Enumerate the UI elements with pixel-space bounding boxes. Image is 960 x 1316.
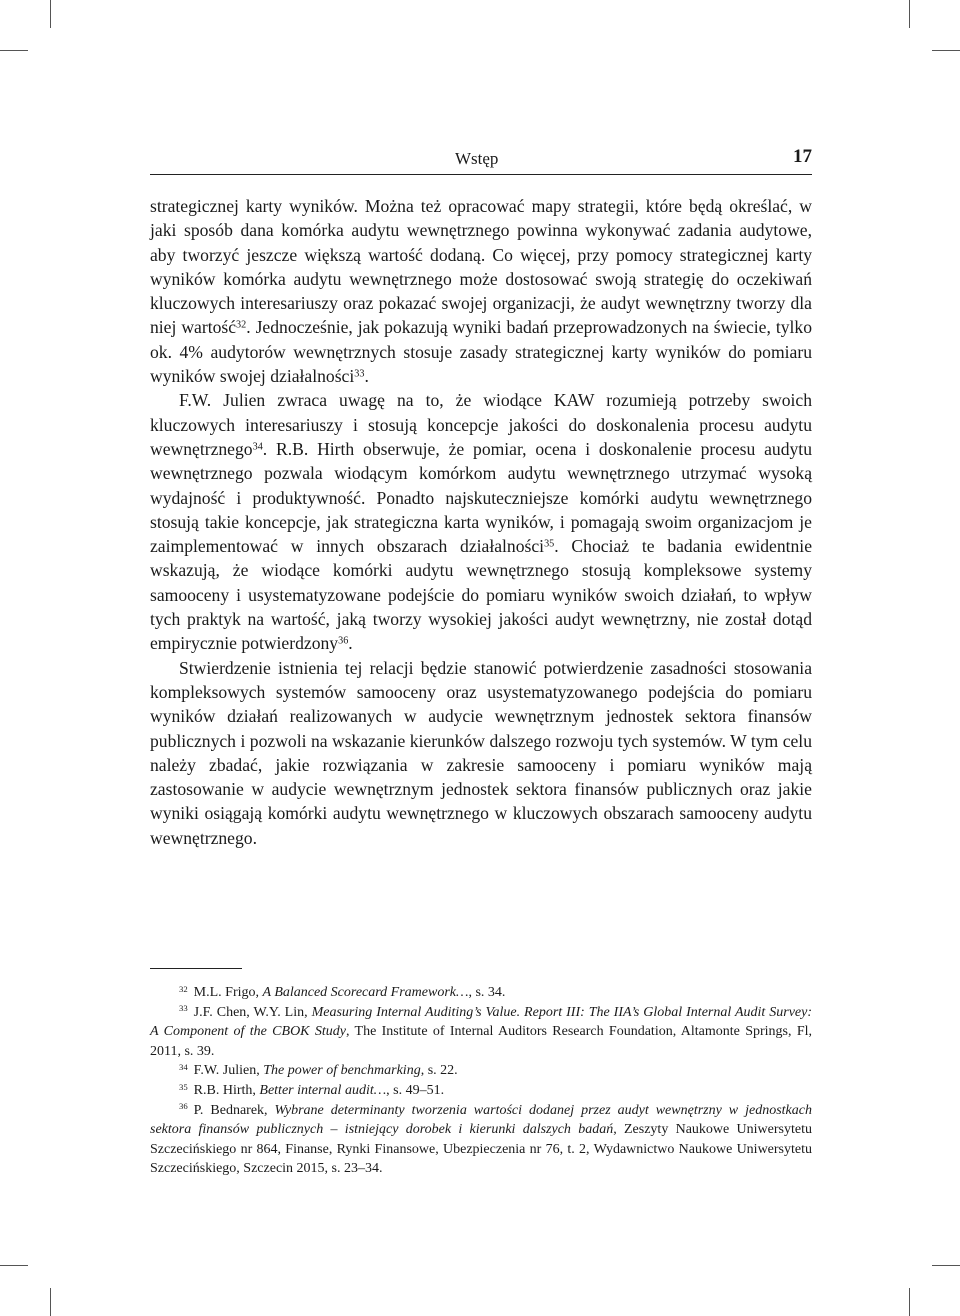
footnote: $^{35}$ R.B. Hirth, Better internal audit…, s. 49–51. [179, 1081, 445, 1098]
running-title: Wstęp [455, 149, 499, 168]
crop-mark [50, 0, 51, 28]
crop-mark [50, 1288, 51, 1316]
footnote-number: 33 [179, 1003, 188, 1014]
footnote-ref[interactable]: 35 [544, 538, 555, 550]
footnote-separator [150, 968, 242, 969]
footnote-number: 34 [179, 1062, 188, 1073]
footnote-number: 35 [179, 1081, 188, 1092]
paragraph: F.W. Julien zwraca uwagę na to, że wiodące KAW rozumieją potrzeby swoich kluczowych interesariuszy i stosują koncepcje jakości do doskonalenia procesu audytu wewnętrznego$^{34}$. R.B. Hirth obserwuje, że pomiar, ocena i doskonalenie procesu audytu wewnętrznego pozwala wiodącym komórkom audytu wewnętrznego utrzymać wysoką wydajność i produktywność. Ponadto najskuteczniejsze komórki audytu wewnętrznego stosują takie koncepcje, jak strategiczna karta wyników, i pomagają swoim organizacjom je zaimplementować w innych obszarach działalności$^{35}$. Chociaż te badania ewidentnie wskazują, że wiodące komórki audytu wewnętrznego stosują kompleksowe systemy samooceny i usystematyzowane podejście do pomiaru wyników swoich działań, to wpływ tych praktyk na wartość, jaką tworzy wysokiej jakości audyt wewnętrzny, nie został dotąd empirycznie potwierdzony$^{36}$. [150, 390, 812, 654]
footnote-ref[interactable]: 34 [252, 441, 263, 453]
running-header [150, 148, 812, 174]
footnote-number: 32 [179, 983, 188, 994]
footnote: $^{33}$ J.F. Chen, W.Y. Lin, Measuring Internal Auditing’s Value. Report III: The IIA’s Global Internal Audit Survey: A Component of the CBOK Study, The Institute of Internal Auditors Research Foundation, Altamonte Springs, Fl, 2011, s. 39. [150, 1003, 812, 1059]
paragraph: strategicznej karty wyników. Można też opracować mapy strategii, które będą określać, w jaki sposób dana komórka audytu wewnętrznego powinna wykonywać zadania audytowe, aby tworzyć jeszcze większą wartość dodaną. Co więcej, przy pomocy strategicznej karty wyników komórka audytu wewnętrznego może dostosować swoją strategię do oczekiwań kluczowych interesariuszy oraz pokazać swojej organizacji, że audyt wewnętrzny tworzy dla niej wartość$^{32}$. Jednocześnie, jak pokazują wyniki badań przeprowadzonych na świecie, tylko ok. 4% audytorów wewnętrznych stosuje zasady strategicznej karty wyników do pomiaru wyników swojej działalności$^{33}$. [150, 196, 812, 387]
crop-mark [909, 1288, 910, 1316]
footnotes [150, 983, 812, 1179]
header-rule [150, 174, 812, 175]
crop-mark [0, 50, 28, 51]
footnote: $^{32}$ M.L. Frigo, A Balanced Scorecard Framework…, s. 34. [179, 983, 506, 1000]
crop-mark [932, 1265, 960, 1266]
footnote-ref[interactable]: 33 [354, 368, 365, 380]
footnote-ref[interactable]: 36 [338, 635, 349, 647]
paragraph: Stwierdzenie istnienia tej relacji będzie stanowić potwierdzenie zasadności stosowania kompleksowych systemów samooceny oraz usystematyzowanego podejścia do pomiaru wyników działań realizowanych w audycie wewnętrznym jednostek sektora finansów publicznych i pozwoli na wskazanie kierunków dalszego rozwoju tych systemów. W tym celu należy zbadać, jakie rozwiązania w zakresie samooceny i pomiaru wyników mają zastosowanie w audycie wewnętrznym jednostek sektora finansów publicznych oraz jakie wyniki osiągają komórki audytu wewnętrznego w kluczowych obszarach samooceny audytu wewnętrznego. [150, 657, 812, 848]
footnote-ref[interactable]: 32 [236, 319, 247, 331]
footnote: $^{34}$ F.W. Julien, The power of benchmarking, s. 22. [179, 1062, 458, 1079]
crop-mark [909, 0, 910, 28]
page-number: 17 [793, 146, 812, 167]
crop-mark [0, 1265, 28, 1266]
body-text [150, 194, 812, 850]
crop-mark [932, 50, 960, 51]
footnote-number: 36 [179, 1101, 188, 1112]
footnote: $^{36}$ P. Bednarek, Wybrane determinanty tworzenia wartości dodanej przez audyt wewnętrzny w jednostkach sektora finansów publicznych – istniejący dorobek i kierunki dalszych badań, Zeszyty Naukowe Uniwersytetu Szczecińskiego nr 864, Finanse, Rynki Finansowe, Ubezpieczenia nr 76, t. 2, Wydawnictwo Naukowe Uniwersytetu Szczecińskiego, Szczecin 2015, s. 23–34. [150, 1101, 812, 1177]
